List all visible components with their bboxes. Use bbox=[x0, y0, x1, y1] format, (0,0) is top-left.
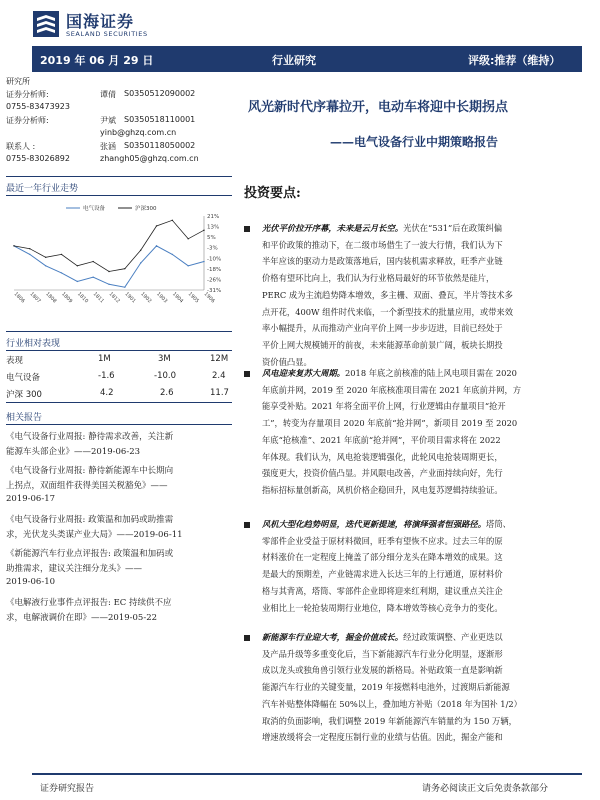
paragraph-line bbox=[262, 518, 511, 530]
paragraph-text: 率小幅提升，从而推动产业向平价上网一步步迈进，目前已经处于 bbox=[262, 323, 503, 334]
paragraph-line bbox=[262, 484, 503, 496]
investment-paragraph bbox=[262, 631, 582, 748]
related-report-line: 2019-06-10 bbox=[6, 577, 56, 587]
paragraph-text: 年底前并网，2019 至 2020 年底核准项目需在 2021 年底前并网，方 bbox=[262, 384, 522, 395]
paragraph-text: 平价上网大规模铺开的前夜，未来能源革命前景广阔，板块长期投 bbox=[262, 339, 503, 350]
divider bbox=[6, 350, 232, 351]
paragraph-text: 价格有望环比向上，我们认为行业格局最好的环节依然是硅片， bbox=[262, 273, 495, 284]
related-report-line: 求，电解液调价在即》——2019-05-22 bbox=[6, 613, 158, 623]
bullet-icon bbox=[244, 522, 250, 528]
related-section-label: 相关报告 bbox=[6, 413, 43, 423]
investment-paragraph bbox=[262, 518, 582, 618]
paragraph-line bbox=[262, 400, 506, 412]
paragraph-line bbox=[262, 585, 503, 597]
industry-trend-chart bbox=[6, 202, 232, 312]
paragraph-line bbox=[262, 731, 503, 743]
divider bbox=[6, 402, 232, 403]
series-point-2 bbox=[92, 261, 93, 262]
trend-section-label: 最近一年行业走势 bbox=[6, 184, 79, 194]
paragraph-text: 及产品升级等多重变化后，当下新能源汽车行业分化明显，逐渐形 bbox=[262, 648, 503, 659]
series-point-1 bbox=[187, 265, 188, 266]
series-point-1 bbox=[172, 254, 173, 255]
footer-disclaimer: 请务必阅读正文后免责条款部分 bbox=[422, 784, 549, 794]
x-tick-label: 1810 bbox=[75, 291, 90, 305]
paragraph-text: 取消的负面影响，我们调整 2019 年新能源汽车销量约为 150 万辆， bbox=[262, 715, 517, 726]
paragraph-text: 材料涨价在一定程度上掩盖了部分细分龙头在降本增效的成果。这 bbox=[262, 552, 503, 563]
report-title: 风光新时代序幕拉开，电动车将迎中长期拐点 bbox=[248, 100, 509, 115]
y-tick-label: -3% bbox=[207, 245, 218, 252]
paragraph-line bbox=[262, 222, 502, 234]
table-row: 电气设备 -1.6 -10.0 2.4 bbox=[6, 371, 226, 383]
paragraph-line bbox=[262, 698, 522, 710]
paragraph-text: 和平价政策的推动下，在二级市场借生了一波大行情，我们认为下 bbox=[262, 239, 503, 250]
series-point-1 bbox=[140, 262, 141, 263]
series-point-1 bbox=[124, 286, 125, 287]
paragraph-text: 年体现。我们认为，风电抢装逻辑强化，此轮风电抢装周期更长， bbox=[262, 451, 503, 462]
paragraph-text: 光伏在“531”后在政策纠偏 bbox=[403, 223, 503, 233]
series-point-2 bbox=[29, 248, 30, 249]
paragraph-line bbox=[262, 434, 501, 446]
paragraph-line bbox=[262, 551, 503, 563]
paragraph-line bbox=[262, 631, 503, 643]
divider bbox=[6, 195, 232, 196]
paragraph-line bbox=[262, 322, 503, 334]
brand-name-en: SEALAND SECURITIES bbox=[66, 30, 148, 38]
table-header-row: 表现 1M 3M 12M bbox=[6, 354, 229, 366]
paragraph-heading: 新能源车行业迎大考，掘金价值成长。 bbox=[262, 632, 404, 642]
bullet-icon bbox=[244, 226, 250, 232]
paragraph-text: 年底“抢核准”、2021 年底前“抢并网”，平价项目需求将在 2022 bbox=[262, 434, 501, 445]
related-report-line: 《电解液行业事件点评报告: EC 持续供不应 bbox=[6, 598, 172, 608]
related-report-line: 《新能源汽车行业点评报告: 政策温和加码或 bbox=[6, 549, 174, 559]
report-type: 行业研究 bbox=[272, 54, 316, 67]
bullet-icon bbox=[244, 635, 250, 641]
related-report-line: 《电气设备行业周报: 静待新能源车中长期向 bbox=[6, 466, 174, 476]
report-rating: 评级:推荐（维持） bbox=[468, 54, 561, 67]
paragraph-line bbox=[262, 255, 503, 267]
paragraph-line bbox=[262, 306, 513, 318]
paragraph-text: PERC 成为主流趋势降本增效，多主栅、双面、叠瓦，半片等技术多 bbox=[262, 289, 513, 300]
paragraph-line bbox=[262, 664, 503, 676]
series-point-2 bbox=[172, 220, 173, 221]
footer-divider bbox=[32, 773, 582, 775]
footer-left: 证券研究报告 bbox=[40, 784, 95, 794]
x-tick-label: 1902 bbox=[139, 291, 153, 305]
paragraph-line bbox=[262, 648, 503, 660]
x-tick-label: 1806 bbox=[12, 291, 26, 305]
paragraph-text: 增速放缓将会一定程度压制行业的业绩与估值。因此，掘金产能和 bbox=[262, 732, 503, 743]
paragraph-line bbox=[262, 715, 517, 727]
related-report-line: 助推需求，建议关注细分龙头》—— bbox=[6, 564, 143, 574]
x-tick-label: 1811 bbox=[91, 291, 105, 305]
related-report-line: 2019-06-17 bbox=[6, 494, 56, 504]
x-tick-label: 1807 bbox=[28, 291, 42, 305]
paragraph-text: 强度更大，投资价值凸显。并风限电改善，产业面持续向好，先行 bbox=[262, 468, 503, 479]
series-point-1 bbox=[61, 272, 62, 273]
x-tick-label: 1906 bbox=[202, 291, 216, 305]
performance-section-label: 行业相对表现 bbox=[6, 339, 61, 349]
paragraph-text: 是最大的预期差，产业链需求进入长达三年的上行通道，原材料价 bbox=[262, 569, 503, 580]
series-point-1 bbox=[108, 284, 109, 285]
paragraph-text: 点开花，400W 组件时代来临，一个新型技术的批量应用，或带来效 bbox=[262, 306, 514, 317]
series-point-2 bbox=[124, 268, 125, 269]
divider bbox=[6, 176, 232, 177]
divider bbox=[6, 424, 232, 425]
sealand-logo-icon bbox=[32, 10, 60, 38]
series-point-2 bbox=[108, 271, 109, 272]
y-tick-label: -26% bbox=[207, 277, 222, 284]
series-point-2 bbox=[187, 238, 188, 239]
legend-label: 电气设备 bbox=[83, 206, 106, 212]
table-row: 沪深 300 4.2 2.6 11.7 bbox=[6, 388, 229, 400]
paragraph-text: 资价值凸显。 bbox=[262, 356, 312, 367]
paragraph-text: 成以龙头或独角兽引领行业发展的新格局。补贴政策一直是影响新 bbox=[262, 665, 503, 676]
paragraph-line bbox=[262, 356, 312, 368]
y-tick-label: -10% bbox=[207, 256, 222, 263]
related-report-line: 求，光伏龙头类谋产业大局》——2019-06-11 bbox=[6, 530, 183, 540]
paragraph-text: 半年应该的驱动力是政策落地后，国内装机需求释放，旺季产业链 bbox=[262, 256, 503, 267]
series-point-1 bbox=[92, 276, 93, 277]
x-tick-label: 1812 bbox=[107, 291, 121, 305]
paragraph-text: 能享受补贴。2021 年将全面平价上网，行业逻辑由存量项目“抢开 bbox=[262, 401, 506, 412]
divider bbox=[6, 331, 232, 332]
related-report-line: 上拐点，双面组件获得美国关税豁免》—— bbox=[6, 481, 168, 491]
paragraph-line bbox=[262, 602, 503, 614]
paragraph-line bbox=[262, 289, 513, 301]
series-point-2 bbox=[140, 249, 141, 250]
x-tick-label: 1904 bbox=[170, 291, 185, 305]
x-tick-label: 1905 bbox=[186, 291, 200, 305]
paragraph-text: 汽车补贴整体降幅在 50%以上，叠加地方补贴（2018 年为国补 1/2） bbox=[262, 698, 522, 709]
paragraph-text: 格与其背离，塔筒、零部件企业即将迎来红利期，建议重点关注企 bbox=[262, 585, 503, 596]
x-tick-label: 1808 bbox=[44, 291, 58, 305]
related-report-line: 《电气设备行业周报: 政策温和加码或助推需 bbox=[6, 515, 174, 525]
x-tick-label: 1903 bbox=[155, 291, 169, 305]
paragraph-text: 指标招标量创新高，风机价格企稳回升，风电复苏逻辑持续验证。 bbox=[262, 484, 503, 495]
brand-logo bbox=[32, 8, 162, 42]
paragraph-line bbox=[262, 417, 517, 429]
paragraph-text: 零部件企业受益于原材料微回，旺季有望恢不应求。过去三年的原 bbox=[262, 535, 503, 546]
investment-paragraph bbox=[262, 367, 582, 501]
series-point-2 bbox=[45, 257, 46, 258]
paragraph-text: 业相比上一轮抢装周期行业地位，降本增效等核心竞争力的变化。 bbox=[262, 602, 503, 613]
x-tick-label: 1901 bbox=[123, 291, 137, 305]
paragraph-line bbox=[262, 467, 503, 479]
paragraph-text: 塔筒、 bbox=[486, 519, 511, 529]
paragraph-line bbox=[262, 568, 503, 580]
paragraph-text: 工”，转变为存量项目 2020 年底前“抢并网”，新项目 2019 至 2020 bbox=[262, 418, 518, 429]
paragraph-text: 能源汽车行业的关键变量，2019 年接燃料电池外，过渡期后新能源 bbox=[262, 682, 510, 693]
y-tick-label: -31% bbox=[207, 288, 222, 294]
paragraph-heading: 光伏平价拉开序幕，未来是云月长空。 bbox=[262, 223, 404, 233]
related-report-line: 能源车头部企业》——2019-06-23 bbox=[6, 447, 141, 457]
paragraph-heading: 风电迎来复苏大周期。 bbox=[262, 368, 345, 378]
series-point-1 bbox=[156, 245, 157, 246]
series-point-2 bbox=[13, 245, 14, 246]
paragraph-heading: 风机大型化趋势明显，迭代更新提速，将演绎强者恒强路径。 bbox=[262, 519, 487, 529]
investment-title: 投资要点: bbox=[244, 186, 301, 201]
paragraph-line bbox=[262, 239, 503, 251]
y-tick-label: 13% bbox=[207, 224, 220, 231]
paragraph-line bbox=[262, 451, 503, 463]
report-date: 2019 年 06 月 29 日 bbox=[40, 54, 154, 67]
legend-label: 沪深300 bbox=[135, 206, 157, 212]
brand-name-cn: 国海证券 bbox=[66, 12, 135, 31]
paragraph-line bbox=[262, 339, 503, 351]
paragraph-text: 2018 年底之前核准的陆上风电项目需在 2020 bbox=[344, 368, 517, 378]
series-line-1 bbox=[14, 246, 204, 287]
investment-paragraph bbox=[262, 222, 582, 372]
series-point-1 bbox=[203, 261, 204, 262]
paragraph-text: 经过政策调整、产业更迭以 bbox=[403, 632, 503, 642]
paragraph-line bbox=[262, 535, 503, 547]
series-point-2 bbox=[203, 230, 204, 231]
series-point-2 bbox=[156, 225, 157, 226]
series-point-1 bbox=[45, 265, 46, 266]
paragraph-line bbox=[262, 681, 510, 693]
series-point-1 bbox=[77, 281, 78, 282]
header-bar bbox=[32, 46, 582, 72]
y-tick-label: 21% bbox=[207, 214, 220, 220]
series-point-2 bbox=[61, 254, 62, 255]
paragraph-line bbox=[262, 384, 521, 396]
x-tick-label: 1809 bbox=[60, 291, 74, 305]
report-subtitle: ——电气设备行业中期策略报告 bbox=[330, 135, 499, 149]
series-point-1 bbox=[29, 254, 30, 255]
paragraph-line bbox=[262, 367, 517, 379]
series-point-2 bbox=[77, 265, 78, 266]
y-tick-label: 5% bbox=[207, 235, 216, 242]
bullet-icon bbox=[244, 371, 250, 377]
paragraph-line bbox=[262, 272, 494, 284]
related-report-line: 《电气设备行业周报: 静待需求改善，关注新 bbox=[6, 432, 174, 442]
y-tick-label: -18% bbox=[207, 266, 222, 273]
